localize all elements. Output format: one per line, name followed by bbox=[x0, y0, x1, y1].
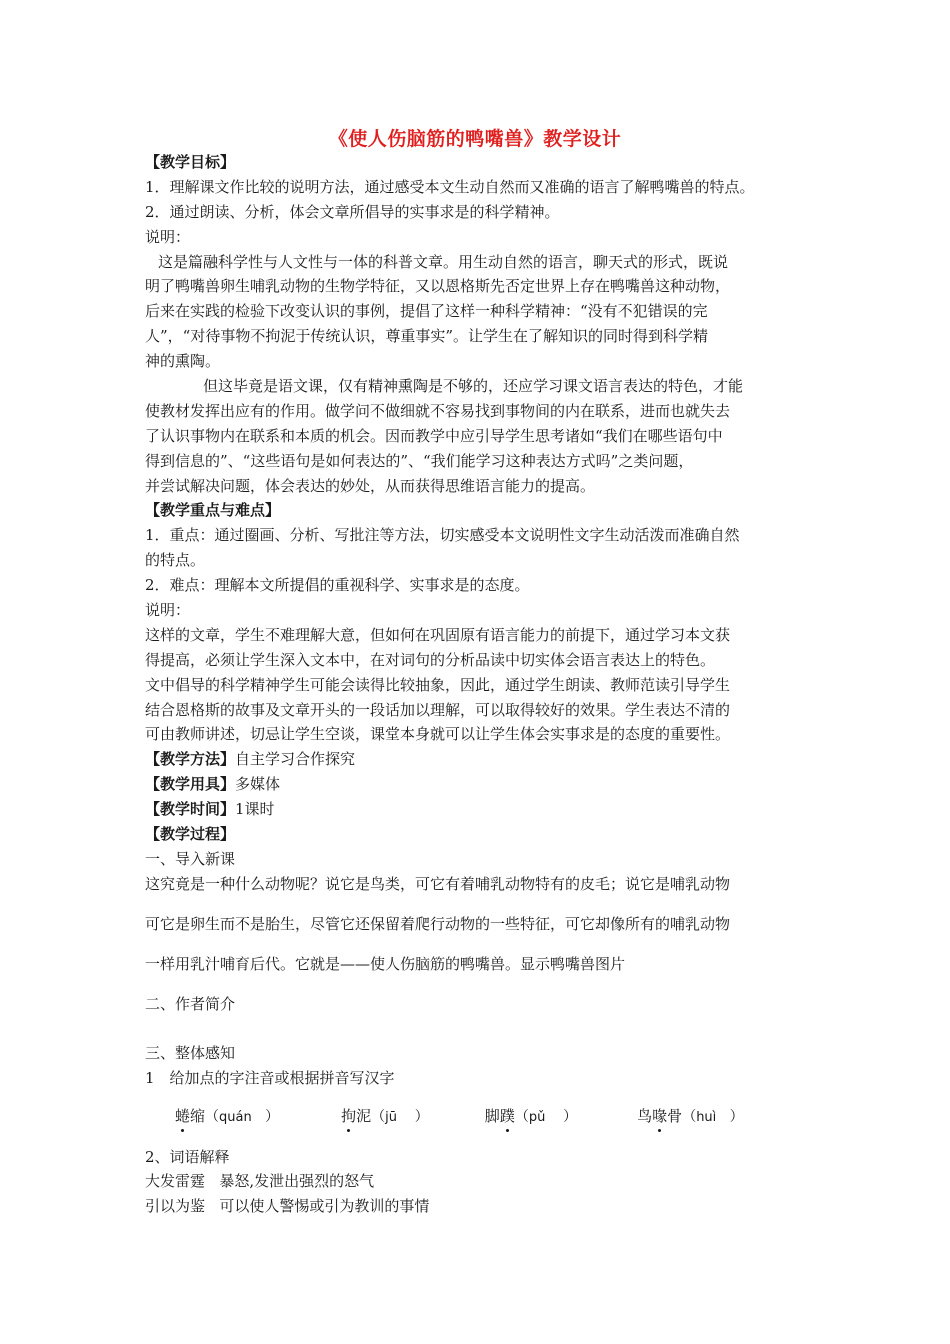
emphasis-dot-char: 蜷 bbox=[175, 1106, 191, 1125]
term-meaning: 暴怒,发泄出强烈的怒气 bbox=[219, 1172, 375, 1191]
subsection-heading: 二、作者简介 bbox=[145, 994, 236, 1013]
document-title: 《使人伤脑筋的鸭嘴兽》教学设计 bbox=[328, 128, 622, 150]
method-line bbox=[145, 747, 815, 772]
pinyin-text: jū bbox=[385, 1109, 397, 1125]
paragraph-line: 使教材发挥出应有的作用。做学问不做细就不容易找到事物间的内在联系，进而也就失去 bbox=[145, 401, 731, 420]
paragraph-line: 得提高，必须让学生深入文本中，在对词句的分析品读中切实体会语言表达上的特色。 bbox=[145, 650, 716, 669]
paragraph-line: 明了鸭嘴兽卵生哺乳动物的生物学特征，又以恩格斯先否定世界上存在鸭嘴兽这种动物， bbox=[145, 277, 731, 296]
emphasis-dot-char: 蹼 bbox=[499, 1106, 515, 1125]
paragraph-line: 结合恩格斯的故事及文章开头的一段话加以理解，可以取得较好的效果。学生表达不清的 bbox=[145, 700, 731, 719]
subsection-heading: 一、导入新课 bbox=[145, 849, 236, 868]
term-word: 引以为鉴 bbox=[145, 1197, 206, 1216]
blank-space bbox=[145, 1017, 815, 1041]
emphasis-dot-char: 拘 bbox=[341, 1106, 357, 1125]
pinyin-exercise-row bbox=[145, 1091, 815, 1145]
time-value: 1课时 bbox=[235, 800, 275, 819]
paragraph-line: 这是篇融科学性与人文性与一体的科普文章。用生动自然的语言，聊天式的形式，既说 bbox=[158, 252, 729, 271]
paragraph-line: 人”，“对待事物不拘泥于传统认识，尊重事实”。让学生在了解知识的同时得到科学精 bbox=[145, 327, 709, 346]
paragraph-line: 可它是卵生而不是胎生，尽管它还保留着爬行动物的一些特征，可它却像所有的哺乳动物 bbox=[145, 914, 731, 933]
pinyin-text: quán bbox=[219, 1109, 252, 1125]
paragraph-line: 了认识事物内在联系和本质的机会。因而教学中应引导学生思考诸如“我们在哪些语句中 bbox=[145, 426, 723, 445]
paragraph-line: 2．难点：理解本文所提倡的重视科学、实事求是的态度。 bbox=[145, 576, 530, 595]
pinyin-text: huì bbox=[696, 1109, 717, 1125]
paragraph-line: 可由教师讲述，切忌让学生空谈，课堂本身就可以让学生体会实事求是的态度的重要性。 bbox=[145, 725, 731, 744]
paragraph-line: 1．重点：通过圈画、分析、写批注等方法，切实感受本文说明性文字生动活泼而准确自然 bbox=[145, 526, 740, 545]
pinyin-item: 脚蹼（pǔ ） bbox=[484, 1106, 578, 1125]
method-label: 【教学方法】 bbox=[145, 750, 236, 769]
emphasis-dot-char: 喙 bbox=[652, 1106, 668, 1125]
paragraph-line: 文中倡导的科学精神学生可能会读得比较抽象，因此，通过学生朗读、教师范读引导学生 bbox=[145, 675, 731, 694]
paragraph-line: 后来在实践的检验下改变认识的事例，提倡了这样一种科学精神：“没有不犯错误的完 bbox=[145, 302, 708, 321]
time-line bbox=[145, 797, 815, 822]
paragraph-line: 神的熏陶。 bbox=[145, 352, 221, 371]
paragraph-line: 得到信息的”、“这些语句是如何表达的”、“我们能学习这种表达方式吗”之类问题， bbox=[145, 451, 694, 470]
paragraph-line: 但这毕竟是语文课，仅有精神熏陶是不够的，还应学习课文语言表达的特色，才能 bbox=[203, 377, 744, 396]
paragraph-line: 一样用乳汁哺育后代。它就是——使人伤脑筋的鸭嘴兽。显示鸭嘴兽图片 bbox=[145, 954, 626, 973]
pinyin-text: pǔ bbox=[528, 1109, 546, 1125]
pinyin-item: 蜷缩（quán ） bbox=[175, 1106, 280, 1125]
task-line: 1 给加点的字注音或根据拼音写汉字 bbox=[145, 1068, 395, 1087]
paragraph-line: 这样的文章，学生不难理解大意，但如何在巩固原有语言能力的前提下，通过学习本文获 bbox=[145, 625, 731, 644]
term-line bbox=[145, 1169, 815, 1194]
paragraph-line: 这究竟是一种什么动物呢？说它是鸟类，可它有着哺乳动物特有的皮毛；说它是哺乳动物 bbox=[145, 874, 731, 893]
paragraph-line: 的特点。 bbox=[145, 551, 206, 570]
section-heading: 【教学过程】 bbox=[145, 825, 236, 844]
pinyin-item: 鸟喙骨（huì ） bbox=[637, 1106, 744, 1125]
task-line: 2、词语解释 bbox=[145, 1147, 230, 1166]
paragraph-line: 说明： bbox=[145, 601, 191, 620]
paragraph-line: 1．理解课文作比较的说明方法，通过感受本文生动自然而又准确的语言了解鸭嘴兽的特点。 bbox=[145, 177, 755, 196]
paragraph-line: 说明： bbox=[145, 227, 191, 246]
time-label: 【教学时间】 bbox=[145, 800, 236, 819]
document-body bbox=[145, 150, 815, 1219]
section-heading: 【教学目标】 bbox=[145, 153, 236, 171]
method-value: 自主学习合作探究 bbox=[235, 750, 356, 769]
tools-label: 【教学用具】 bbox=[145, 775, 236, 794]
paragraph-line: 并尝试解决问题，体会表达的妙处，从而获得思维语言能力的提高。 bbox=[145, 476, 596, 495]
tools-line bbox=[145, 772, 815, 797]
term-meaning: 可以使人警惕或引为教训的事情 bbox=[219, 1197, 430, 1216]
pinyin-item: 拘泥（jū ） bbox=[341, 1106, 429, 1125]
term-word: 大发雷霆 bbox=[145, 1172, 206, 1191]
subsection-heading: 三、整体感知 bbox=[145, 1043, 236, 1062]
tools-value: 多媒体 bbox=[235, 775, 281, 794]
section-heading: 【教学重点与难点】 bbox=[145, 501, 281, 520]
paragraph-line: 2．通过朗读、分析，体会文章所倡导的实事求是的科学精神。 bbox=[145, 202, 560, 221]
term-line bbox=[145, 1194, 815, 1219]
